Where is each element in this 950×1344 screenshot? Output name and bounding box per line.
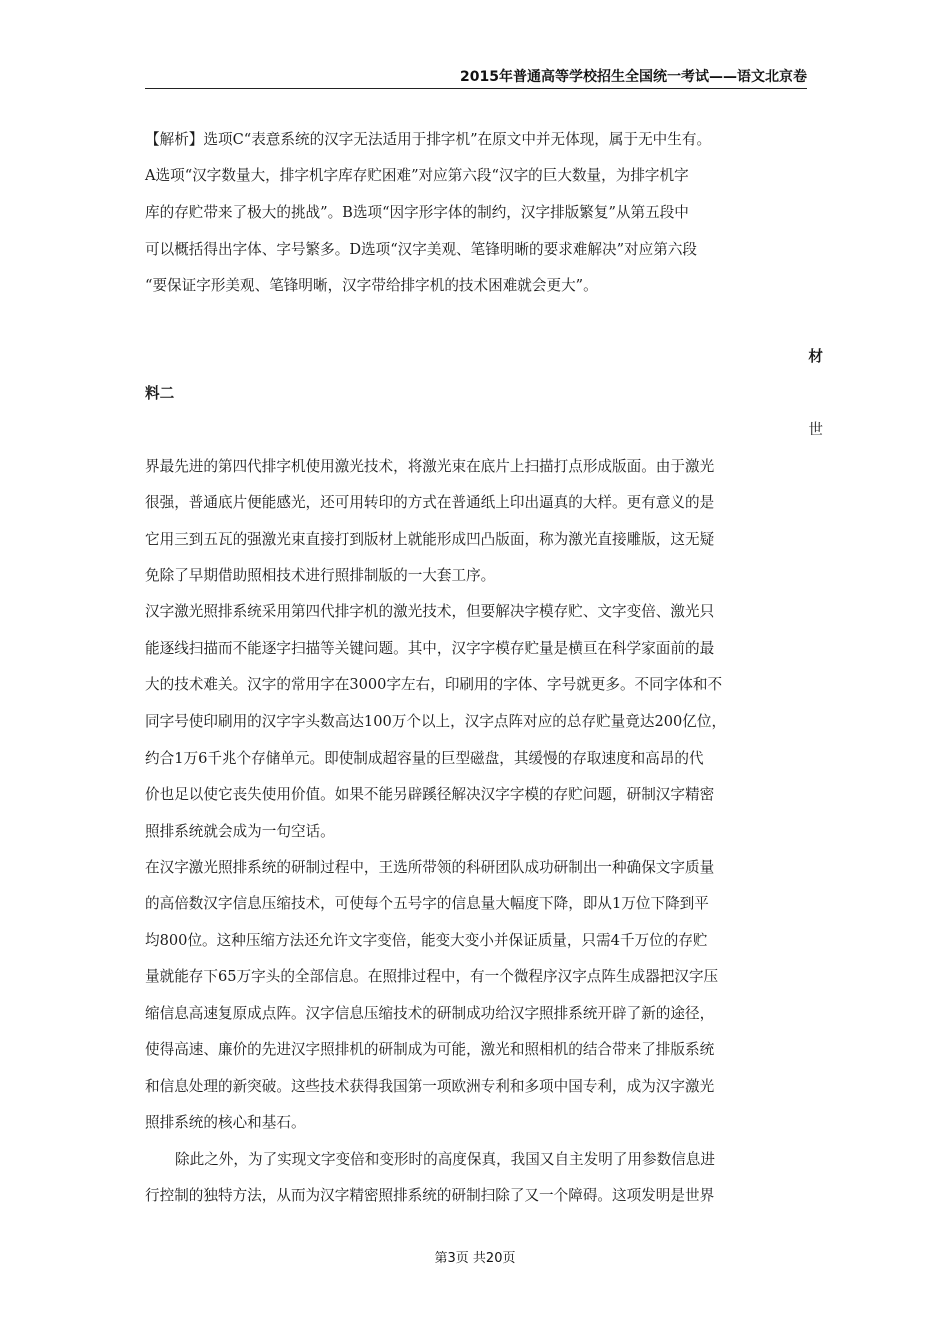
paragraph-line: 同字号使印刷用的汉字字头数高达100万个以上，汉字点阵对应的总存贮量竟达200亿位， bbox=[145, 713, 727, 730]
paragraph-line: 价也足以使它丧失使用价值。如果不能另辟蹊径解决汉字字模的存贮问题，研制汉字精密 bbox=[145, 786, 715, 803]
paragraph-line: 行控制的独特方法，从而为汉字精密照排系统的研制扫除了又一个障碍。这项发明是世界 bbox=[145, 1187, 715, 1204]
analysis-line-2: A选项“汉字数量大，排字机字库存贮困难”对应第六段“汉字的巨大数量，为排字机字 bbox=[145, 167, 689, 184]
paragraph-line: 和信息处理的新突破。这些技术获得我国第一项欧洲专利和多项中国专利，成为汉字激光 bbox=[145, 1078, 715, 1095]
analysis-line-3: 库的存贮带来了极大的挑战”。B选项“因字形字体的制约，汉字排版繁复”从第五段中 bbox=[145, 204, 689, 221]
analysis-line-4: 可以概括得出字体、字号繁多。D选项“汉字美观、笔锋明晰的要求难解决”对应第六段 bbox=[145, 241, 698, 258]
header-title: 2015年普通高等学校招生全国统一考试——语文北京卷 bbox=[460, 69, 807, 85]
analysis-line-5: “要保证字形美观、笔锋明晰，汉字带给排字机的技术困难就会更大”。 bbox=[145, 277, 598, 294]
page-number: 第3页 共20页 bbox=[434, 1251, 516, 1266]
paragraph-line: 照排系统就会成为一句空话。 bbox=[145, 823, 335, 840]
paragraph-line: 很强，普通底片便能感光，还可用转印的方式在普通纸上印出逼真的大样。更有意义的是 bbox=[145, 494, 715, 511]
section-heading-part-1: 材 bbox=[808, 348, 823, 365]
paragraph-line: 使得高速、廉价的先进汉字照排机的研制成为可能，激光和照相机的结合带来了排版系统 bbox=[145, 1041, 715, 1058]
paragraph-line: 量就能存下65万字头的全部信息。在照排过程中，有一个微程序汉字点阵生成器把汉字压 bbox=[145, 968, 719, 985]
paragraph-line: 在汉字激光照排系统的研制过程中，王选所带领的科研团队成功研制出一种确保文字质量 bbox=[145, 859, 715, 876]
paragraph-line: 界最先进的第四代排字机使用激光技术，将激光束在底片上扫描打点形成版面。由于激光 bbox=[145, 458, 715, 475]
paragraph-line: 它用三到五瓦的强激光束直接打到版材上就能形成凹凸版面，称为激光直接雕版，这无疑 bbox=[145, 531, 715, 548]
section-heading-part-2: 料二 bbox=[145, 385, 175, 402]
analysis-line-1: 【解析】选项C“表意系统的汉字无法适用于排字机”在原文中并无体现，属于无中生有。 bbox=[145, 131, 712, 148]
page-header bbox=[145, 66, 807, 89]
paragraph-line: 缩信息高速复原成点阵。汉字信息压缩技术的研制成功给汉字照排系统开辟了新的途径， bbox=[145, 1005, 715, 1022]
paragraph-line: 的高倍数汉字信息压缩技术，可使每个五号字的信息量大幅度下降，即从1万位下降到平 bbox=[145, 895, 709, 912]
paragraph-line: 免除了早期借助照相技术进行照排制版的一大套工序。 bbox=[145, 567, 496, 584]
paragraph-line: 能逐线扫描而不能逐字扫描等关键问题。其中，汉字字模存贮量是横亘在科学家面前的最 bbox=[145, 640, 715, 657]
paragraph-line: 照排系统的核心和基石。 bbox=[145, 1114, 306, 1131]
paragraph-line: 汉字激光照排系统采用第四代排字机的激光技术，但要解决字模存贮、文字变倍、激光只 bbox=[145, 603, 715, 620]
paragraph-line: 约合1万6千兆个存储单元。即使制成超容量的巨型磁盘，其缓慢的存取速度和高昂的代 bbox=[145, 750, 704, 767]
paragraph-line: 大的技术难关。汉字的常用字在3000字左右，印刷用的字体、字号就更多。不同字体和不 bbox=[145, 676, 723, 693]
paragraph-line: 均800位。这种压缩方法还允许文字变倍，能变大变小并保证质量，只需4千万位的存贮 bbox=[145, 932, 708, 949]
paragraph-line: 世 bbox=[808, 421, 823, 438]
paragraph-line: 除此之外，为了实现文字变倍和变形时的高度保真，我国又自主发明了用参数信息进 bbox=[175, 1151, 715, 1168]
